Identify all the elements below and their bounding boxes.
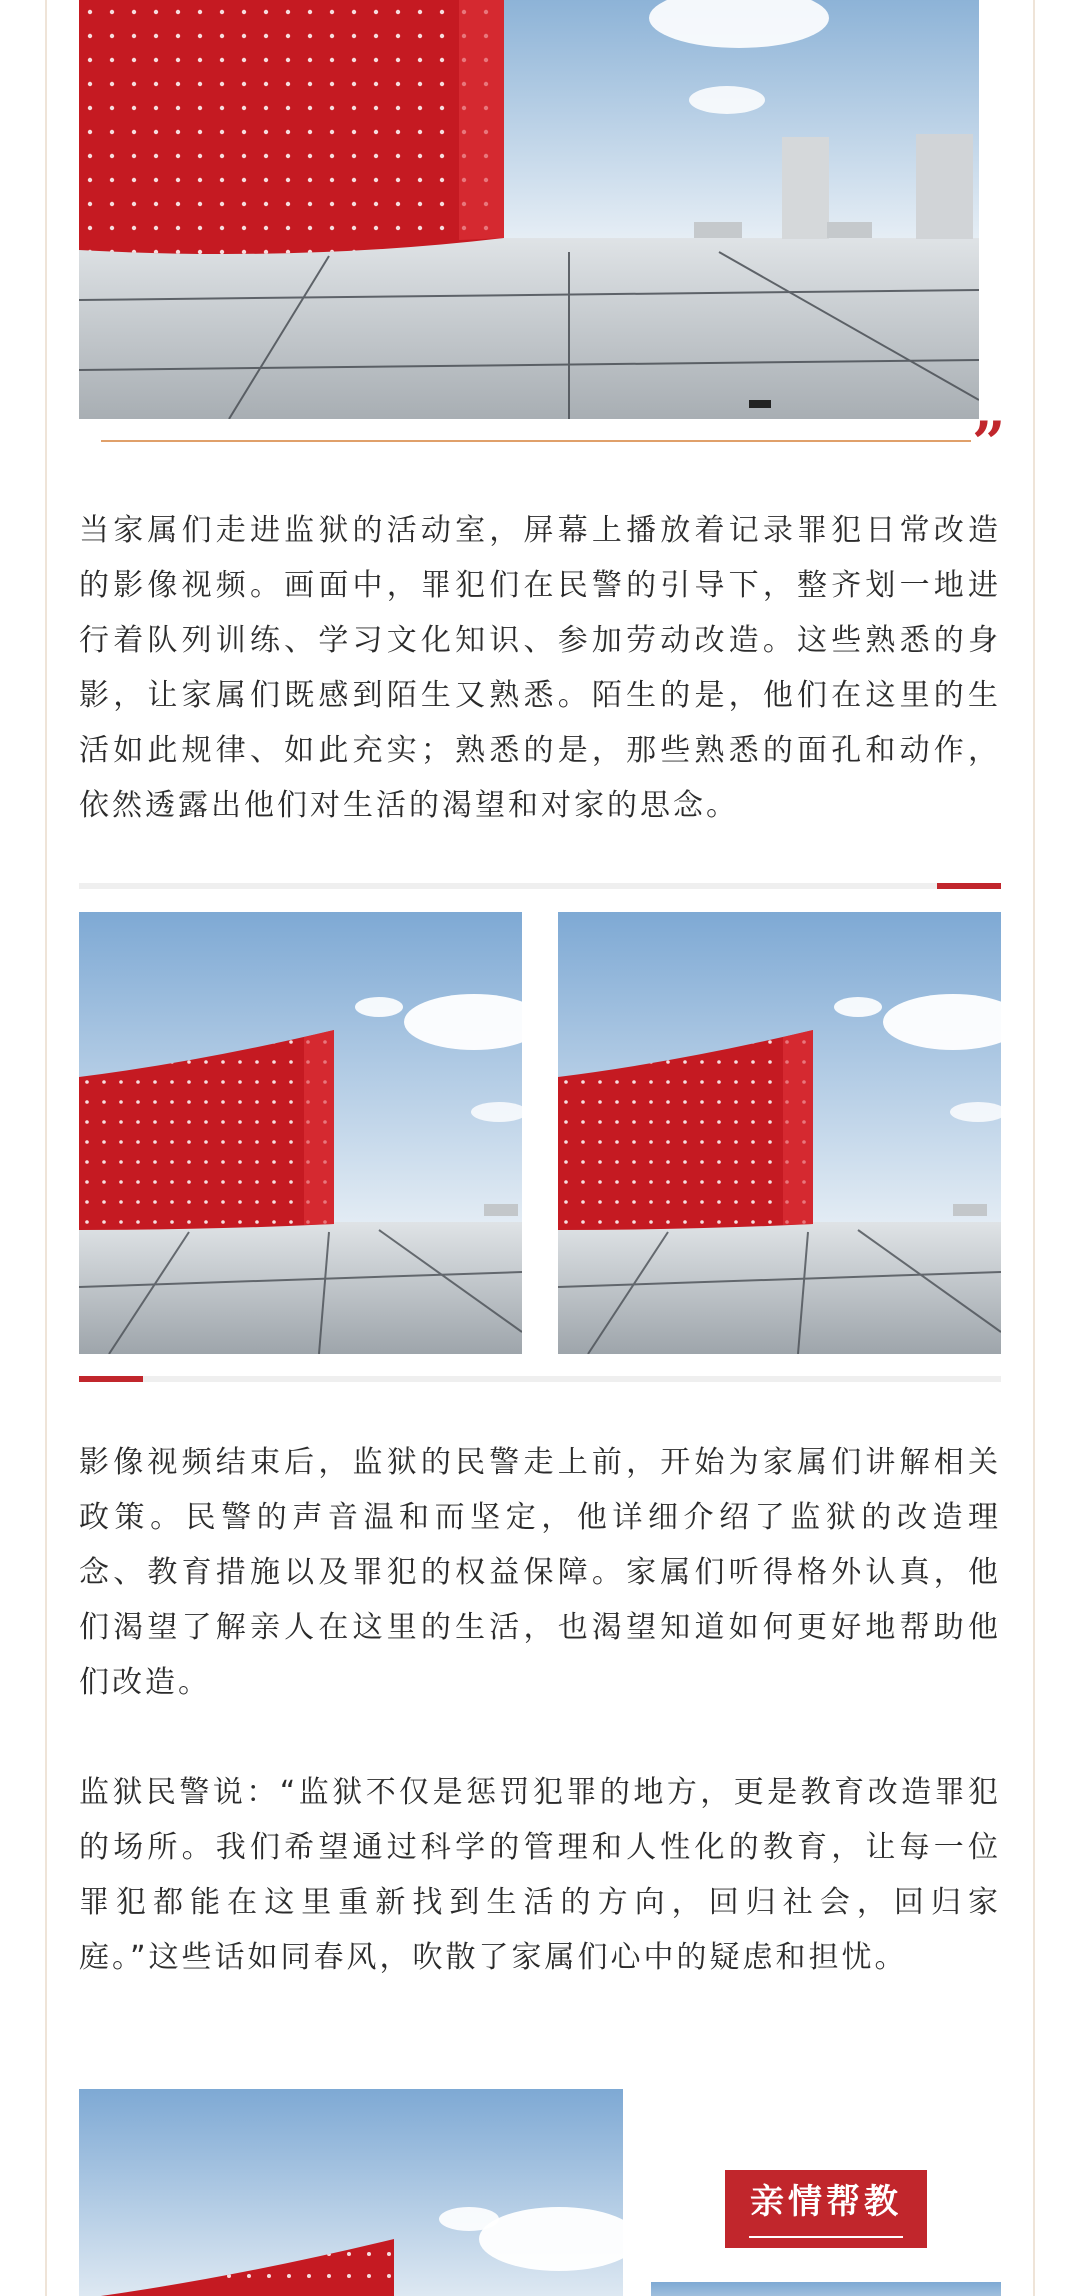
paragraph-1: 当家属们走进监狱的活动室，屏幕上播放着记录罪犯日常改造的影像视频。画面中，罪犯们在民警的引导下，整齐划一地进行着队列训练、学习文化知识、参加劳动改造。这些熟悉的身影，让家属们既感到陌生又熟悉。陌生的是，他们在这里的生活如此规律、如此充实；熟悉的是，那些熟悉的面孔和动作，依然透露出他们对生活的渴望和对家的思念。	[79, 513, 1001, 823]
photo-right	[558, 912, 1001, 1354]
paragraph-2: 影像视频结束后，监狱的民警走上前，开始为家属们讲解相关政策。民警的声音温和而坚定，他详细介绍了监狱的改造理念、教育措施以及罪犯的权益保障。家属们听得格外认真，他们渴望了解亲人在这里的生活，也渴望知道如何更好地帮助他们改造。	[79, 1445, 1001, 1700]
photo-bottom-right	[651, 2282, 1001, 2296]
photo-left	[79, 912, 522, 1354]
quote-rule	[101, 440, 971, 442]
divider-bottom	[79, 1376, 1001, 1382]
frame-border-right	[1033, 0, 1035, 2296]
paragraph-3: 监狱民警说：“监狱不仅是惩罚犯罪的地方，更是教育改造罪犯的场所。我们希望通过科学的管理和人性化的教育，让每一位罪犯都能在这里重新找到生活的方向，回归社会，回归家庭。”这些话如同春风，吹散了家属们心中的疑虑和担忧。	[79, 1775, 1001, 1975]
section-tag-underline	[749, 2236, 903, 2238]
section-tag	[725, 2170, 927, 2248]
photo-bottom-left	[79, 2089, 623, 2296]
closing-quote-mark: ”	[972, 409, 1006, 477]
frame-border-left	[45, 0, 47, 2296]
divider-bottom-accent	[79, 1376, 143, 1382]
divider-top	[79, 883, 1001, 889]
section-tag-label: 亲情帮教	[750, 2182, 902, 2222]
top-photo	[79, 0, 979, 419]
divider-top-accent	[937, 883, 1001, 889]
